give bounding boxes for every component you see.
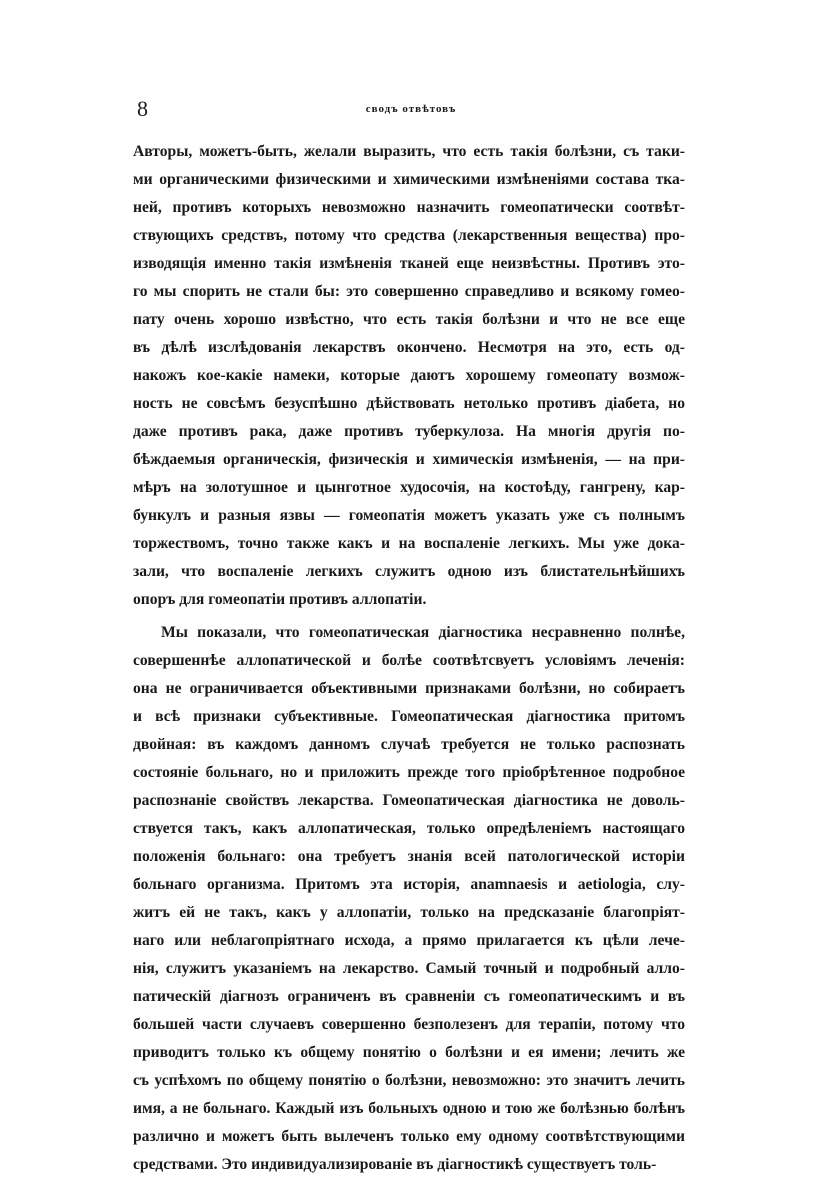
text-line: ствуется такъ, какъ аллопатическая, только опредѣленіемъ настоящаго (133, 820, 685, 837)
text-line: го мы спорить не стали бы: это совершенно справедливо и всякому гомео- (133, 283, 685, 300)
text-line: положенія больнаго: она требуетъ знанія всей патологической исторіи (133, 848, 685, 865)
text-line: съ успѣхомъ по общему понятію о болѣзни, невозможно: это значитъ лечить (133, 1072, 685, 1089)
text-line: распознаніе свойствъ лекарства. Гомеопатическая діагностика не доволь- (133, 792, 685, 809)
text-line: состояніе больнаго, но и приложить прежде того пріобрѣтенное подробное (133, 764, 685, 781)
running-title: сводъ отвѣтовъ (365, 103, 457, 115)
text-line: даже противъ рака, даже противъ туберкулоза. На многія другія по- (133, 423, 685, 440)
text-line: въ дѣлѣ изслѣдованія лекарствъ окончено. Несмотря на это, есть од- (133, 339, 685, 356)
text-line: патическій діагнозъ ограниченъ въ сравненіи съ гомеопатическимъ и въ (133, 988, 685, 1005)
text-line: опоръ для гомеопатіи противъ аллопатіи. (133, 591, 427, 608)
text-line: житъ ей не такъ, какъ у аллопатіи, только на предсказаніе благопріят- (133, 904, 685, 921)
text-line: Мы показали, что гомеопатическая діагностика несравненно полнѣе, (161, 624, 685, 641)
text-line: Авторы, можетъ-быть, желали выразить, что есть такія болѣзни, съ таки- (133, 143, 685, 160)
text-line: средствами. Это индивидуализированіе въ діагностикѣ существуетъ толь- (133, 1156, 657, 1173)
text-line: и всѣ признаки субъективные. Гомеопатическая діагностика притомъ (133, 708, 685, 725)
text-line: наго или неблагопріятнаго исхода, а прямо прилагается къ цѣли лече- (133, 932, 685, 949)
text-line: мѣръ на золотушное и цынготное худосочія, на костоѣду, гангрену, кар- (133, 479, 685, 496)
paragraph (133, 619, 685, 1179)
text-line: изводящія именно такія измѣненія тканей еще неизвѣстны. Противъ это- (133, 255, 685, 272)
text-line: большей части случаевъ совершенно безполезенъ для терапіи, потому что (133, 1016, 685, 1033)
text-line: различно и можетъ быть вылеченъ только ему одному соотвѣтствующими (133, 1128, 685, 1145)
text-line: ность не совсѣмъ безуспѣшно дѣйствовать нетолько противъ діабета, но (133, 395, 685, 412)
text-line: бункулъ и разныя язвы — гомеопатія можетъ указать уже съ полнымъ (133, 507, 685, 524)
running-head (137, 96, 685, 122)
text-line: бѣждаемыя органическія, физическія и химическія измѣненія, — на при- (133, 451, 685, 468)
paragraph (133, 138, 685, 614)
text-line: зали, что воспаленіе легкихъ служитъ одною изъ блистательнѣйшихъ (133, 563, 685, 580)
text-line: совершеннѣе аллопатической и болѣе соотвѣтсвуетъ условіямъ леченія: (133, 652, 685, 669)
text-line: больнаго организма. Притомъ эта исторія, anamnaesis и aetiologia, слу- (133, 876, 685, 893)
text-line: накожъ кое-какіе намеки, которые даютъ хорошему гомеопату возмож- (133, 367, 685, 384)
text-line: ми органическими физическими и химическими измѣненіями состава тка- (133, 171, 685, 188)
text-line: торжествомъ, точно также какъ и на воспаленіе легкихъ. Мы уже дока- (133, 535, 685, 552)
text-line: ствующихъ средствъ, потому что средства (лекарственныя вещества) про- (133, 227, 685, 244)
text-line: ней, противъ которыхъ невозможно назначить гомеопатически соотвѣт- (133, 199, 685, 216)
text-line: двойная: въ каждомъ данномъ случаѣ требуется не только распознать (133, 736, 685, 753)
text-line: она не ограничивается объективными признаками болѣзни, но собираетъ (133, 680, 685, 697)
text-line: имя, а не больнаго. Каждый изъ больныхъ одною и тою же болѣзнью болѣнъ (133, 1100, 685, 1117)
text-line: нія, служитъ указаніемъ на лекарство. Самый точный и подробный алло- (133, 960, 685, 977)
text-line: приводитъ только къ общему понятію о болѣзни и ея имени; лечить же (133, 1044, 685, 1061)
text-line: пату очень хорошо извѣстно, что есть такія болѣзни и что не все еще (133, 311, 685, 328)
page-number: 8 (137, 96, 148, 121)
body-text (133, 138, 685, 1179)
